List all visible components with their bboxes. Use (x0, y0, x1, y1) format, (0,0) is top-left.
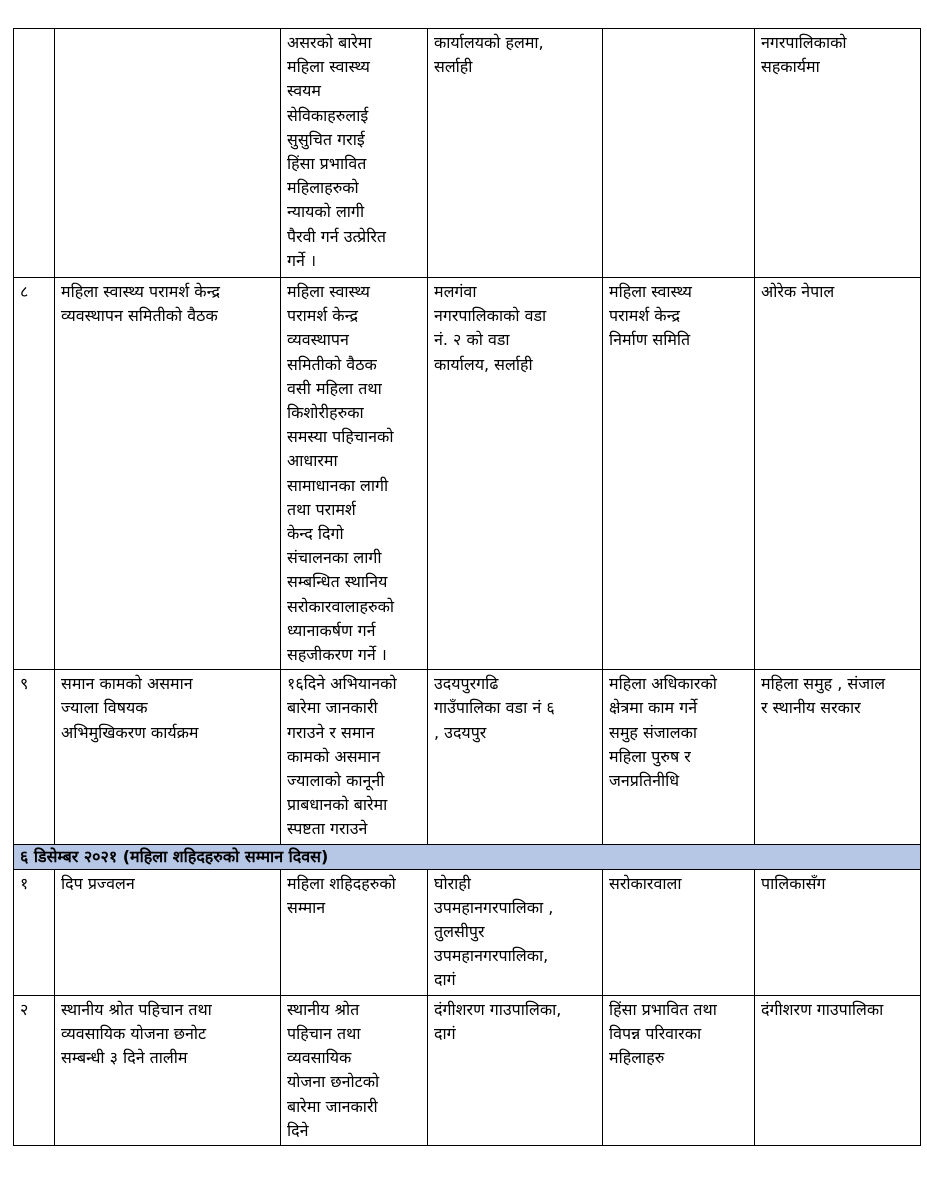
program-name: समान कामको असमान ज्याला विषयक अभिमुखिकरण कार्यक्रम (61, 674, 199, 742)
venue-cell (428, 995, 603, 1145)
serial-cell (14, 278, 55, 670)
serial-number: १ (20, 873, 29, 893)
participants-cell (603, 869, 755, 995)
partner-cell (755, 278, 921, 670)
participants-cell (603, 670, 755, 844)
program-cell (55, 278, 281, 670)
section-heading: ६ डिसेम्बर २०२१ (महिला शहिदहरुको सम्मान दिवस) (14, 844, 921, 869)
program-name: महिला स्वास्थ्य परामर्श केन्द्र व्यवस्थापन समितीको वैठक (61, 282, 221, 326)
section-heading-row (14, 844, 921, 869)
objective-cell (281, 869, 428, 995)
venue-text: मलगंवा नगरपालिकाको वडा नं. २ को वडा कार्यालय, सर्लाही (434, 282, 547, 374)
program-cell (55, 670, 281, 844)
partner-text: पालिकासँग (761, 873, 826, 893)
objective-text: महिला स्वास्थ्य परामर्श केन्द्र व्यवस्थापन समितीको वैठक वसी महिला तथा किशोरीहरुका समस्या पहिचानको आधारमा सामाधानका लागी तथा परामर्श केन्द दिगो संचालनका लागी सम्बन्धित स्थानिय सरोकारवालाहरुको ध्यानाकर्षण गर्न सहजीकरण गर्ने । (287, 282, 395, 665)
activity-table (13, 28, 921, 1146)
venue-cell (428, 670, 603, 844)
partner-text: दंगीशरण गाउपालिका (761, 999, 884, 1019)
program-name: स्थानीय श्रोत पहिचान तथा व्यवसायिक योजना छनोट सम्बन्धी ३ दिने तालीम (61, 999, 212, 1068)
venue-text: दंगीशरण गाउपालिका, दागं (434, 999, 562, 1043)
serial-number: ८ (20, 282, 29, 301)
program-cell (55, 995, 281, 1145)
venue-text: घोराही उपमहानगरपालिका , तुलसीपुर उपमहानगरपालिका, दागं (434, 873, 554, 990)
participants-cell (603, 278, 755, 670)
serial-cell (14, 29, 55, 278)
partner-text: नगरपालिकाको सहकार्यमा (761, 33, 847, 77)
serial-number: ९ (20, 674, 29, 694)
objective-text: असरको बारेमा महिला स्वास्थ्य स्वयम सेविकाहरुलाई सुसुचित गराई हिंसा प्रभावित महिलाहरुको न्यायको लागी पैरवी गर्न उत्प्रेरित गर्ने । (287, 33, 387, 270)
partner-text: ओरेक नेपाल (761, 282, 835, 301)
participants-text: हिंसा प्रभावित तथा विपन्न परिवारका महिलाहरु (609, 999, 717, 1068)
partner-cell (755, 869, 921, 995)
objective-cell (281, 670, 428, 844)
objective-text: महिला शहिदहरुको सम्मान (287, 873, 396, 917)
participants-text: महिला स्वास्थ्य परामर्श केन्द्र निर्माण समिति (609, 282, 692, 350)
objective-cell (281, 995, 428, 1145)
table-row (14, 670, 921, 844)
venue-text: कार्यालयको हलमा, सर्लाही (434, 33, 544, 77)
partner-cell (755, 29, 921, 278)
objective-cell (281, 29, 428, 278)
participants-cell (603, 29, 755, 278)
table-row (14, 995, 921, 1145)
participants-text: सरोकारवाला (609, 873, 682, 893)
partner-cell (755, 995, 921, 1145)
serial-cell (14, 995, 55, 1145)
partner-text: महिला समुह , संजाल र स्थानीय सरकार (761, 674, 886, 718)
serial-number: २ (20, 999, 29, 1019)
venue-cell (428, 29, 603, 278)
serial-cell (14, 670, 55, 844)
program-name: दिप प्रज्वलन (61, 873, 135, 893)
program-cell (55, 29, 281, 278)
serial-cell (14, 869, 55, 995)
venue-cell (428, 869, 603, 995)
objective-text: १६दिने अभियानको बारेमा जानकारी गराउने र समान कामको असमान ज्यालाको कानूनी प्राबधानको बारेमा स्पष्टता गराउने (287, 674, 397, 839)
venue-cell (428, 278, 603, 670)
program-cell (55, 869, 281, 995)
participants-cell (603, 995, 755, 1145)
objective-text: स्थानीय श्रोत पहिचान तथा व्यवसायिक योजना छनोटको बारेमा जानकारी दिने (287, 999, 380, 1140)
table-row (14, 278, 921, 670)
table-row (14, 29, 921, 278)
partner-cell (755, 670, 921, 844)
participants-text: महिला अधिकारको क्षेत्रमा काम गर्ने समुह संजालका महिला पुरुष र जनप्रतिनीधि (609, 674, 717, 791)
table-row (14, 869, 921, 995)
venue-text: उदयपुरगढि गाउँपालिका वडा नं ६ , उदयपुर (434, 674, 555, 742)
objective-cell (281, 278, 428, 670)
